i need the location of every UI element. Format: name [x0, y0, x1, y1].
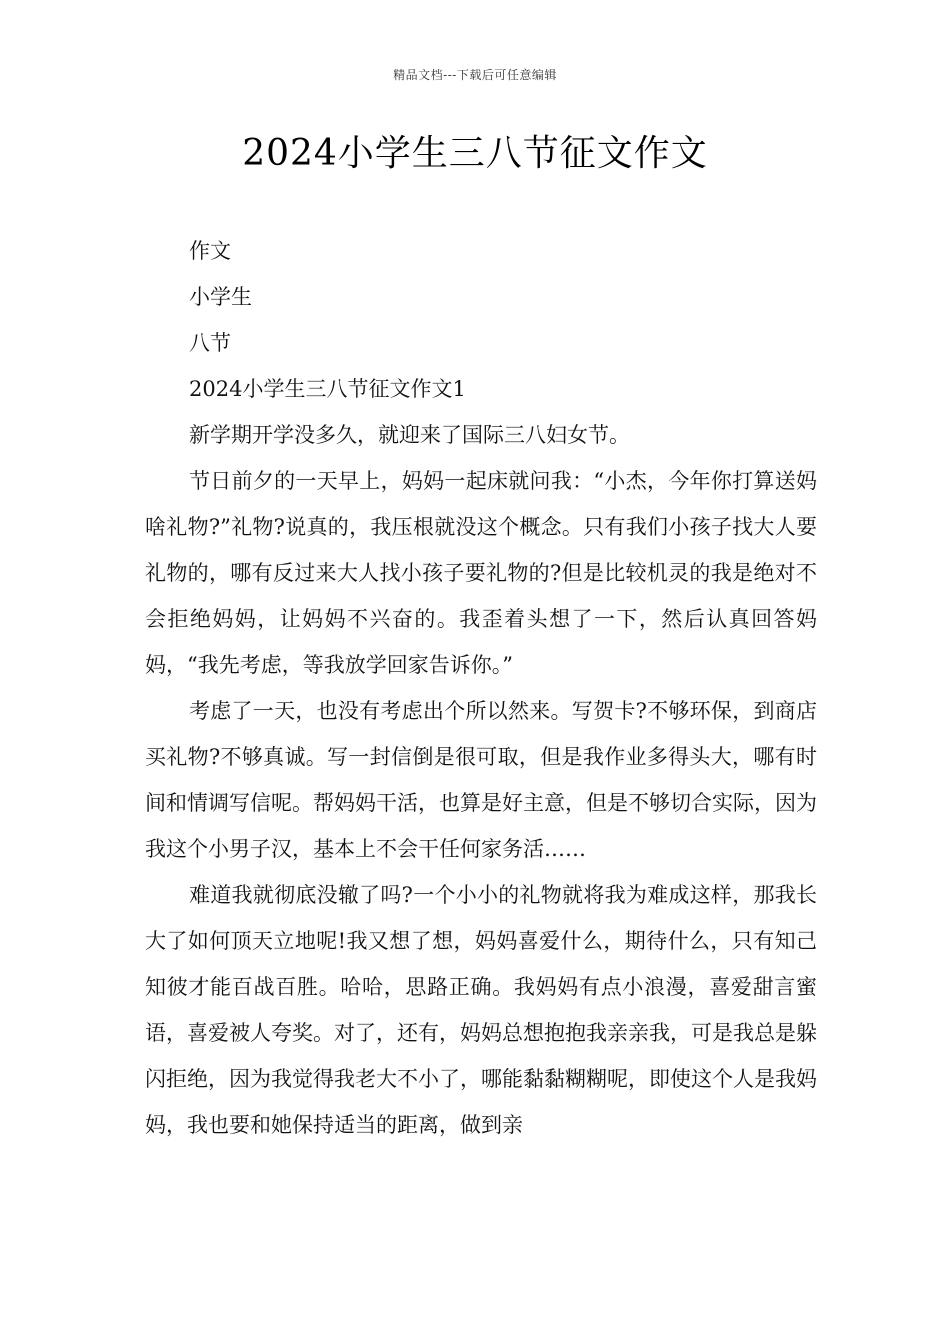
keyword-line: 八节 — [189, 331, 231, 355]
section-subtitle: 2024小学生三八节征文作文1 — [189, 377, 466, 401]
paragraph: 新学期开学没多久，就迎来了国际三八妇女节。 — [189, 423, 630, 447]
paragraph: 难道我就彻底没辙了吗?一个小小的礼物就将我为难成这样，那我长大了如何顶天立地呢!我又想了想，妈妈喜爱什么，期待什么，只有知己知彼才能百战百胜。哈哈，思路正确。我妈妈有点小浪漫，喜爱甜言蜜语，喜爱被人夸奖。对了，还有，妈妈总想抱抱我亲亲我，可是我总是躲闪拒绝，因为我觉得我老大不小了，哪能黏黏糊糊呢，即使这个人是我妈妈，我也要和她保持适当的距离，做到亲 — [145, 883, 817, 1137]
document-body — [145, 228, 817, 1148]
paragraph: 节日前夕的一天早上，妈妈一起床就问我：“小杰，今年你打算送妈啥礼物?”礼物?说真的，我压根就没这个概念。只有我们小孩子找大人要礼物的，哪有反过来大人找小孩子要礼物的?但是比较机灵的我是绝对不会拒绝妈妈，让妈妈不兴奋的。我歪着头想了一下，然后认真回答妈妈，“我先考虑，等我放学回家告诉你。” — [145, 469, 817, 677]
paragraph: 考虑了一天，也没有考虑出个所以然来。写贺卡?不够环保，到商店买礼物?不够真诚。写一封信倒是很可取，但是我作业多得头大，哪有时间和情调写信呢。帮妈妈干活，也算是好主意，但是不够切合实际，因为我这个小男子汉，基本上不会干任何家务活…… — [145, 699, 817, 861]
document-title: 2024小学生三八节征文作文 — [242, 133, 708, 174]
keyword-line: 小学生 — [189, 285, 252, 309]
keyword-line: 作文 — [189, 239, 231, 263]
page-header-note: 精品文档---下载后可任意编辑 — [393, 68, 557, 82]
